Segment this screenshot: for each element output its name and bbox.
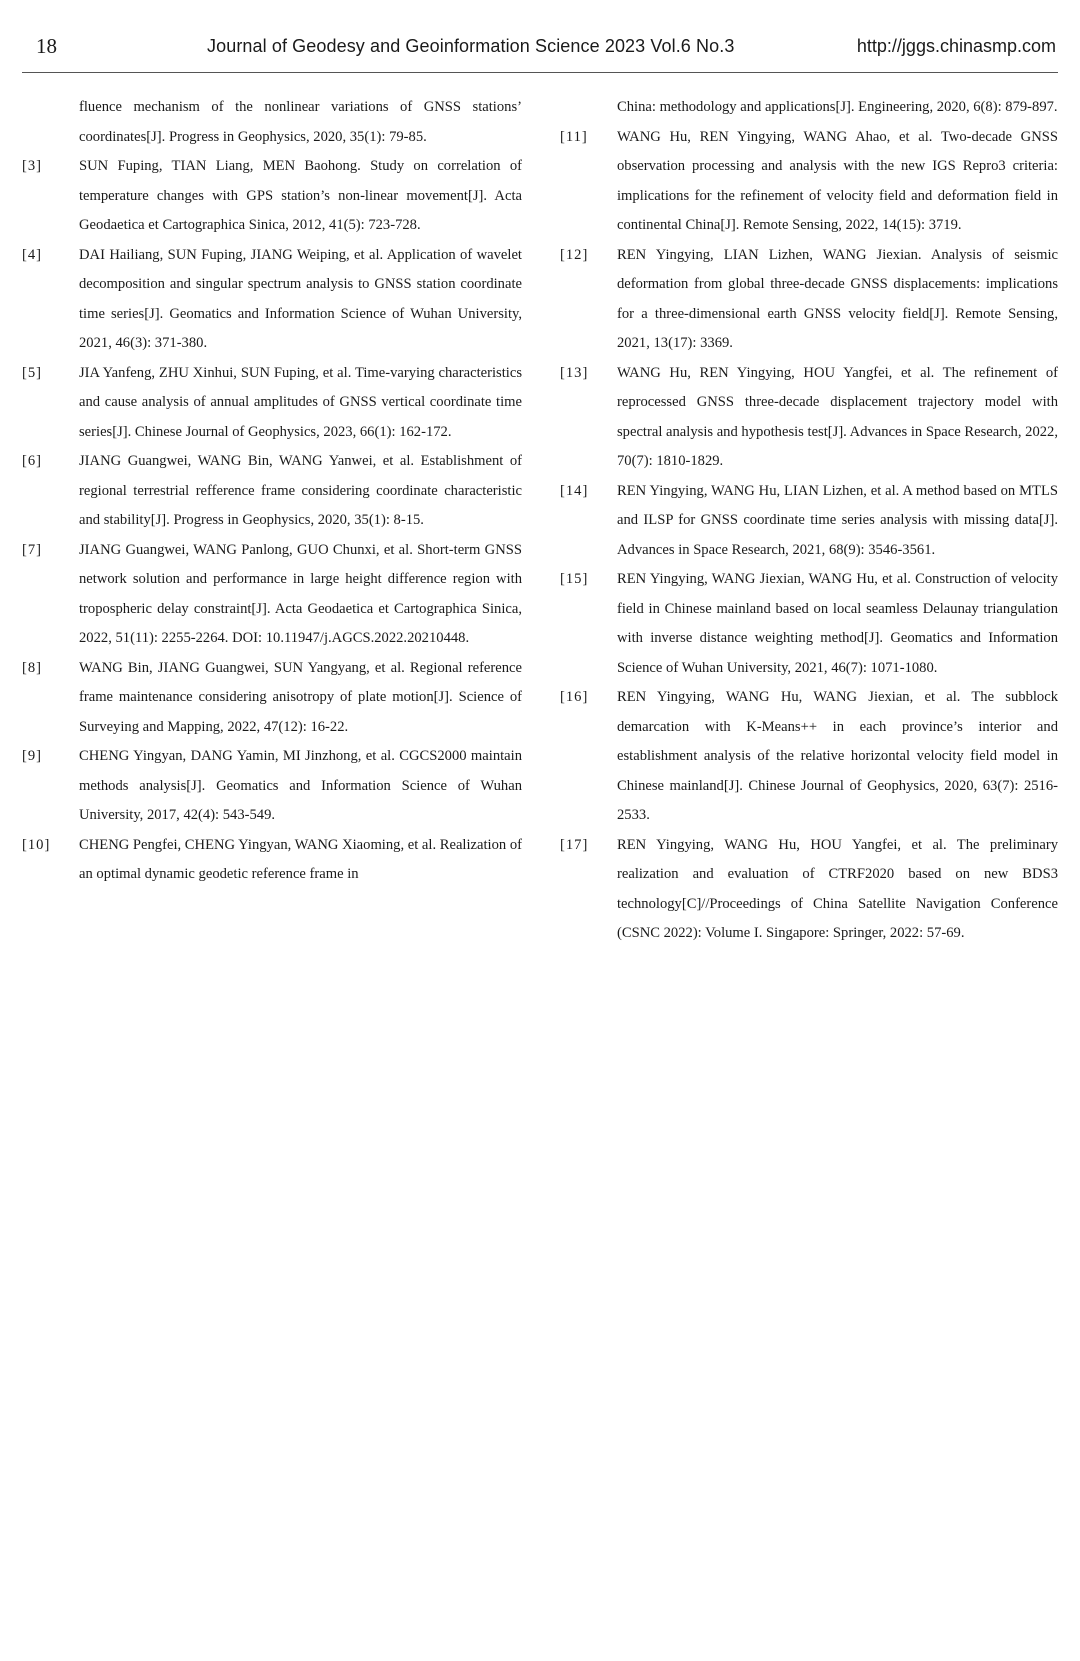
reference-continuation — [22, 93, 522, 152]
reference-14 — [560, 477, 1058, 566]
reference-number: [12] — [560, 246, 589, 263]
reference-10 — [22, 831, 522, 890]
reference-text: REN Yingying, WANG Jiexian, WANG Hu, et al. Construction of velocity field in Chinese mainland based on local seamless Delaunay triangulation with inverse distance weighting method[J]. Geomatics and Information Science of Wuhan University, 2021, 46(7): 1071-1080. — [617, 571, 1058, 676]
reference-number: [14] — [560, 482, 589, 499]
reference-text: WANG Hu, REN Yingying, HOU Yangfei, et al. The refinement of reprocessed GNSS three-decade displacement trajectory model with spectral analysis and hypothesis test[J]. Advances in Space Research, 2022, 70(7): 1810-1829. — [617, 364, 1058, 469]
reference-text: CHENG Pengfei, CHENG Yingyan, WANG Xiaoming, et al. Realization of an optimal dynamic geodetic reference frame in — [79, 836, 523, 882]
reference-text: JIANG Guangwei, WANG Bin, WANG Yanwei, et al. Establishment of regional terrestrial refference frame considering coordinate characteristic and stability[J]. Progress in Geophysics, 2020, 35(1): 8-15. — [79, 453, 522, 528]
reference-number: [9] — [22, 748, 43, 764]
reference-15 — [560, 565, 1058, 683]
reference-number: [4] — [22, 246, 43, 263]
reference-text: WANG Bin, JIANG Guangwei, SUN Yangyang, et al. Regional reference frame maintenance considering anisotropy of plate motion[J]. Science of Surveying and Mapping, 2022, 47(12): 16-22. — [79, 659, 522, 735]
reference-4 — [22, 241, 522, 359]
reference-text: fluence mechanism of the nonlinear variations of GNSS stations’ coordinates[J]. Progress in Geophysics, 2020, 35(1): 79-85. — [79, 99, 522, 145]
reference-8 — [22, 654, 522, 743]
reference-number: [15] — [560, 571, 589, 587]
reference-text: WANG Hu, REN Yingying, WANG Ahao, et al. Two-decade GNSS observation processing and analysis with the new IGS Repro3 criteria: implications for the refinement of velocity field and deformation field in continental China[J]. Remote Sensing, 2022, 14(15): 3719. — [617, 128, 1058, 233]
reference-text: China: methodology and applications[J]. Engineering, 2020, 6(8): 879-897. — [617, 99, 1058, 115]
references-right-column — [560, 93, 1058, 949]
reference-12 — [560, 241, 1058, 359]
reference-text: JIANG Guangwei, WANG Panlong, GUO Chunxi, et al. Short-term GNSS network solution and performance in large height difference region with tropospheric delay constraint[J]. Acta Geodaetica et Cartographica Sinica, 2022, 51(11): 2255-2264. DOI: 10.11947/j.AGCS.2022.20210448. — [79, 541, 522, 646]
reference-5 — [22, 359, 522, 448]
reference-3 — [22, 152, 522, 241]
reference-continuation — [560, 93, 1058, 123]
reference-text: REN Yingying, WANG Hu, WANG Jiexian, et al. The subblock demarcation with K-Means++ in each province’s interior and establishment analysis of the relative horizontal velocity field model in Chinese mainland[J]. Chinese Journal of Geophysics, 2020, 63(7): 2516-2533. — [617, 689, 1058, 823]
reference-7 — [22, 536, 522, 654]
reference-number: [17] — [560, 836, 589, 853]
journal-url[interactable]: http://jggs.chinasmp.com — [856, 36, 1056, 56]
reference-number: [10] — [22, 836, 51, 853]
reference-9 — [22, 742, 522, 831]
reference-number: [3] — [22, 158, 43, 174]
reference-number: [6] — [22, 453, 43, 469]
reference-number: [13] — [560, 364, 589, 381]
reference-text: CHENG Yingyan, DANG Yamin, MI Jinzhong, et al. CGCS2000 maintain methods analysis[J]. Geomatics and Information Science of Wuhan University, 2017, 42(4): 543-549. — [79, 748, 522, 823]
page-number: 18 — [36, 34, 57, 58]
reference-text: DAI Hailiang, SUN Fuping, JIANG Weiping, et al. Application of wavelet decomposition and singular spectrum analysis to GNSS station coordinate time series[J]. Geomatics and Information Science of Wuhan University, 2021, 46(3): 371-380. — [79, 246, 522, 351]
reference-number: [7] — [22, 541, 43, 558]
reference-text: REN Yingying, WANG Hu, HOU Yangfei, et al. The preliminary realization and evaluation of CTRF2020 based on new BDS3 technology[C]//Proceedings of China Satellite Navigation Conference (CSNC 2022): Volume I. Singapore: Springer, 2022: 57-69. — [617, 836, 1058, 941]
reference-16 — [560, 683, 1058, 831]
references-left-column — [22, 93, 522, 890]
journal-title: Journal of Geodesy and Geoinformation Science 2023 Vol.6 No.3 — [207, 36, 735, 56]
reference-6 — [22, 447, 522, 536]
reference-text: REN Yingying, LIAN Lizhen, WANG Jiexian. Analysis of seismic deformation from global three-decade GNSS displacements: implications for a three-dimensional earth GNSS velocity field[J]. Remote Sensing, 2021, 13(17): 3369. — [617, 246, 1058, 351]
reference-number: [16] — [560, 689, 589, 705]
reference-13 — [560, 359, 1058, 477]
reference-number: [11] — [560, 128, 588, 145]
page-header — [22, 0, 1058, 73]
reference-text: JIA Yanfeng, ZHU Xinhui, SUN Fuping, et al. Time-varying characteristics and cause analysis of annual amplitudes of GNSS vertical coordinate time series[J]. Chinese Journal of Geophysics, 2023, 66(1): 162-172. — [79, 364, 522, 440]
reference-number: [8] — [22, 659, 43, 676]
reference-11 — [560, 123, 1058, 241]
reference-number: [5] — [22, 364, 43, 381]
reference-text: SUN Fuping, TIAN Liang, MEN Baohong. Study on correlation of temperature changes with GPS station’s non-linear movement[J]. Acta Geodaetica et Cartographica Sinica, 2012, 41(5): 723-728. — [79, 158, 522, 233]
reference-17 — [560, 831, 1058, 949]
reference-text: REN Yingying, WANG Hu, LIAN Lizhen, et al. A method based on MTLS and ILSP for GNSS coordinate time series analysis with missing data[J]. Advances in Space Research, 2021, 68(9): 3546-3561. — [617, 482, 1058, 558]
